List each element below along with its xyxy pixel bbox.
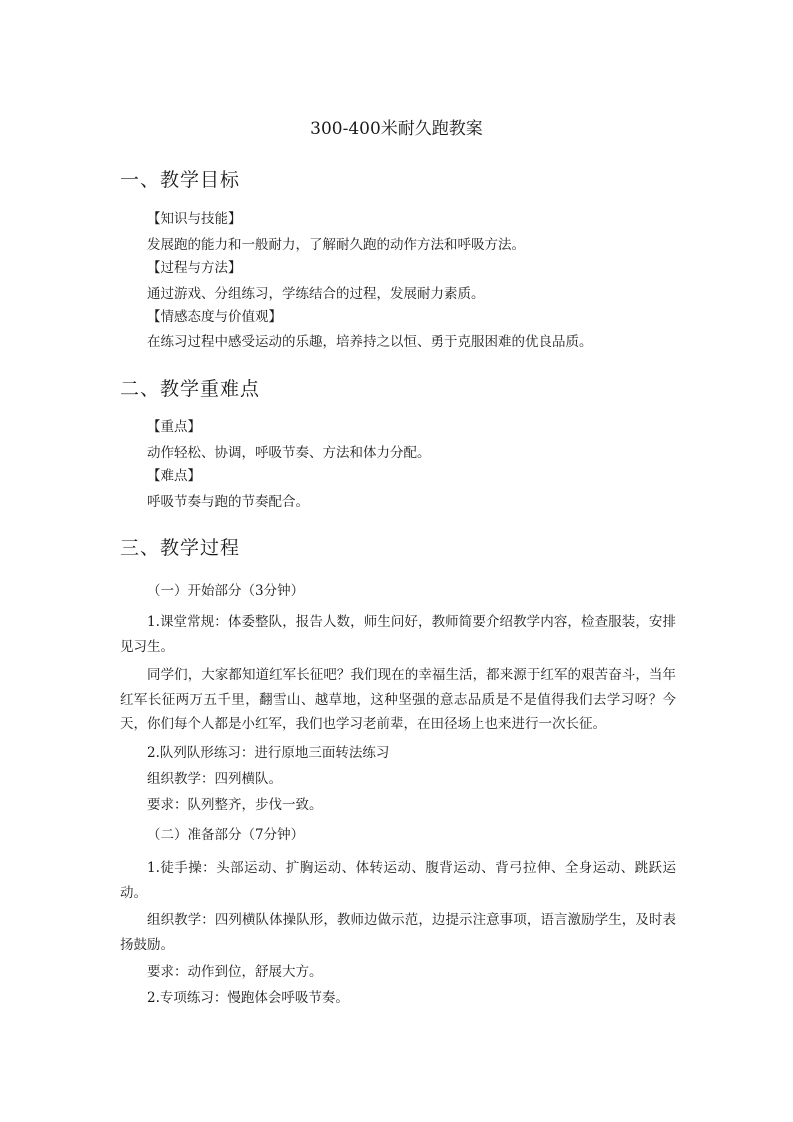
text-knowledge-skills: 发展跑的能力和一般耐力，了解耐久跑的动作方法和呼吸方法。 — [147, 237, 525, 253]
paragraph-special-practice: 2.专项练习：慢跑体会呼吸节奏。 — [147, 990, 349, 1006]
subheading-preparation-part: （二）准备部分（7分钟） — [147, 827, 305, 843]
text-process-methods: 通过游戏、分组练习，学练结合的过程，发展耐力素质。 — [147, 286, 485, 302]
subheading-opening-part: （一）开始部分（3分钟） — [147, 583, 305, 599]
heading-teaching-goals: 一、教学目标 — [120, 169, 241, 191]
heading-teaching-process: 三、教学过程 — [120, 537, 241, 559]
paragraph-organization-1: 组织教学：四列横队。 — [147, 771, 282, 787]
label-knowledge-skills: 【知识与技能】 — [147, 211, 242, 227]
paragraph-requirement-1: 要求：队列整齐，步伐一致。 — [147, 797, 323, 813]
text-emotion-values: 在练习过程中感受运动的乐趣，培养持之以恒、勇于克服困难的优良品质。 — [147, 334, 593, 350]
paragraph-organization-2: 组织教学：四列横队体操队形，教师边做示范，边提示注意事项，语言激励学生，及时表扬鼓励。 — [120, 912, 676, 953]
text-key-point: 动作轻松、协调，呼吸节奏、方法和体力分配。 — [147, 445, 431, 461]
paragraph-class-routine: 1.课堂常规：体委整队，报告人数，师生问好，教师简要介绍教学内容，检查服装，安排见习生。 — [120, 614, 676, 655]
heading-key-difficult-points: 二、教学重难点 — [120, 378, 261, 400]
label-emotion-values: 【情感态度与价值观】 — [147, 309, 282, 325]
paragraph-freehand-exercise: 1.徒手操：头部运动、扩胸运动、体转运动、腹背运动、背弓拉伸、全身运动、跳跃运动。 — [120, 860, 676, 901]
label-difficulty: 【难点】 — [147, 468, 201, 484]
document-title: 300-400米耐久跑教案 — [310, 119, 483, 139]
paragraph-formation-practice: 2.队列队形练习：进行原地三面转法练习 — [147, 745, 390, 761]
paragraph-red-army-story: 同学们，大家都知道红军长征吧？我们现在的幸福生活，都来源于红军的艰苦奋斗，当年红军长征两万五千里，翻雪山、越草地，这种坚强的意志品质是不是值得我们去学习呀？今天，你们每个人都是小红军，我们也学习老前辈，在田径场上也来进行一次长征。 — [120, 667, 676, 732]
paragraph-requirement-2: 要求：动作到位，舒展大方。 — [147, 964, 323, 980]
label-process-methods: 【过程与方法】 — [147, 260, 242, 276]
label-key-point: 【重点】 — [147, 419, 201, 435]
text-difficulty: 呼吸节奏与跑的节奏配合。 — [147, 494, 309, 510]
